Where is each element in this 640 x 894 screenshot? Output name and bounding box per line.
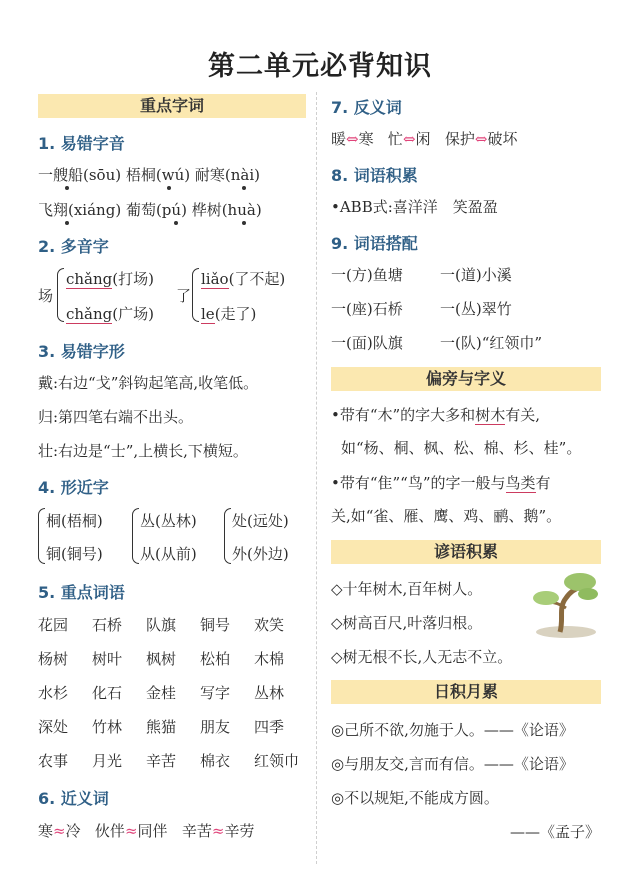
similar-char-3b: 外(外边) xyxy=(232,545,289,563)
form-note-3: 壮:右边是“士”,上横长,下横短。 xyxy=(38,442,248,460)
similar-char-1b: 铜(铜号) xyxy=(46,545,103,563)
polyphone-char-le: 了 xyxy=(176,287,192,305)
brace-icon xyxy=(57,268,64,322)
heading-word-accumulation: 8. 词语积累 xyxy=(331,166,418,185)
emphasis-dot xyxy=(242,186,246,190)
collocation-1b: 一(道)小溪 xyxy=(440,266,512,284)
word-xiang: 飞翔(xiáng) xyxy=(38,201,122,219)
collocation-3a: 一(面)队旗 xyxy=(331,334,403,352)
grid-word: 辛苦 xyxy=(146,752,177,770)
grid-word: 深处 xyxy=(38,718,69,736)
word-nai: 耐寒(nài) xyxy=(194,166,260,184)
pronunciation-row-1 xyxy=(38,164,260,185)
grid-word: 竹林 xyxy=(92,718,123,736)
emphasis-dot xyxy=(242,221,246,225)
similar-char-3a: 处(远处) xyxy=(232,512,289,530)
heading-key-words: 5. 重点词语 xyxy=(38,583,125,602)
radical-note-2-examples: 关,如“雀、雁、鹰、鸡、鹂、鹅”。 xyxy=(331,507,562,525)
word-pu: 葡萄(pú) xyxy=(125,201,187,219)
word-hua: 桦树(huà) xyxy=(191,201,262,219)
grid-word: 朋友 xyxy=(200,718,231,736)
heading-easy-wrong-pronunciation: 1. 易错字音 xyxy=(38,134,125,153)
radical-note-1-examples: 如“杨、桐、枫、松、棉、杉、桂”。 xyxy=(341,439,582,457)
similar-char-2a: 丛(丛林) xyxy=(140,512,197,530)
polyphone-reading-3: liǎo(了不起) xyxy=(201,270,286,288)
grid-word: 石桥 xyxy=(92,616,123,634)
brace-icon xyxy=(38,508,45,564)
grid-word: 欢笑 xyxy=(254,616,285,634)
grid-word: 写字 xyxy=(200,684,231,702)
radical-note-1: •带有“木”的字大多和树木有关, xyxy=(331,406,540,424)
quote-2: ◎与朋友交,言而有信。——《论语》 xyxy=(331,755,574,773)
proverb-3: ◇树无根不长,人无志不立。 xyxy=(331,648,513,666)
grid-word: 木棉 xyxy=(254,650,285,668)
approx-icon: ≈ xyxy=(124,822,138,840)
grid-word: 铜号 xyxy=(200,616,231,634)
heading-antonyms: 7. 反义词 xyxy=(331,98,402,117)
proverb-1: ◇十年树木,百年树人。 xyxy=(331,580,483,598)
grid-word: 化石 xyxy=(92,684,123,702)
emphasis-dot xyxy=(65,186,69,190)
polyphone-reading-1: chǎng(打场) xyxy=(66,270,154,288)
double-arrow-icon: ⇔ xyxy=(402,130,416,148)
grid-word: 红领巾 xyxy=(254,752,300,770)
grid-word: 枫树 xyxy=(146,650,177,668)
grid-word: 熊猫 xyxy=(146,718,177,736)
antonym-pairs: 暖⇔寒 忙⇔闲 保护⇔破坏 xyxy=(331,130,518,148)
word-sou: 一艘船(sōu) xyxy=(38,166,122,184)
quote-3-source: ——《孟子》 xyxy=(510,823,601,841)
collocation-1a: 一(方)鱼塘 xyxy=(331,266,403,284)
brace-icon xyxy=(132,508,139,564)
page-title: 第二单元必背知识 xyxy=(208,51,432,82)
section-banner-daily-accumulation: 日积月累 xyxy=(331,680,601,704)
emphasis-dot xyxy=(174,221,178,225)
heading-collocations: 9. 词语搭配 xyxy=(331,234,418,253)
grid-word: 松柏 xyxy=(200,650,231,668)
grid-word: 金桂 xyxy=(146,684,177,702)
emphasis-dot xyxy=(65,221,69,225)
pronunciation-row-2 xyxy=(38,199,262,220)
word-wu: 梧桐(wú) xyxy=(125,166,191,184)
double-arrow-icon: ⇔ xyxy=(346,130,359,148)
column-divider xyxy=(316,92,318,864)
tree-icon xyxy=(530,568,602,640)
proverb-2: ◇树高百尺,叶落归根。 xyxy=(331,614,483,632)
heading-easy-wrong-form: 3. 易错字形 xyxy=(38,342,125,361)
polyphone-reading-2: chǎng(广场) xyxy=(66,305,154,323)
grid-word: 棉衣 xyxy=(200,752,231,770)
section-banner-radical-meaning: 偏旁与字义 xyxy=(331,367,601,391)
grid-word: 水杉 xyxy=(38,684,69,702)
section-banner-key-words: 重点字词 xyxy=(38,94,306,118)
heading-polyphone: 2. 多音字 xyxy=(38,237,109,256)
collocation-3b: 一(队)“红领巾” xyxy=(440,334,543,352)
radical-note-2: •带有“隹”“鸟”的字一般与鸟类有 xyxy=(331,474,551,492)
grid-word: 花园 xyxy=(38,616,69,634)
quote-1: ◎己所不欲,勿施于人。——《论语》 xyxy=(331,721,574,739)
brace-icon xyxy=(224,508,231,564)
grid-word: 月光 xyxy=(92,752,123,770)
similar-char-1a: 桐(梧桐) xyxy=(46,512,103,530)
approx-icon: ≈ xyxy=(53,822,66,840)
polyphone-char-chang: 场 xyxy=(38,287,54,305)
approx-icon: ≈ xyxy=(211,822,225,840)
abb-words: •ABB式:喜洋洋 笑盈盈 xyxy=(331,198,498,216)
heading-similar-chars: 4. 形近字 xyxy=(38,478,109,497)
grid-word: 农事 xyxy=(38,752,69,770)
emphasis-dot xyxy=(167,186,171,190)
grid-word: 丛林 xyxy=(254,684,285,702)
similar-char-2b: 从(从前) xyxy=(140,545,197,563)
heading-synonyms: 6. 近义词 xyxy=(38,789,109,808)
polyphone-reading-4: le(走了) xyxy=(201,305,257,323)
collocation-2a: 一(座)石桥 xyxy=(331,300,403,318)
brace-icon xyxy=(192,268,199,322)
quote-3: ◎不以规矩,不能成方圆。 xyxy=(331,789,499,807)
grid-word: 杨树 xyxy=(38,650,69,668)
collocation-2b: 一(丛)翠竹 xyxy=(440,300,512,318)
form-note-1: 戴:右边“戈”斜钩起笔高,收笔低。 xyxy=(38,374,259,392)
form-note-2: 归:第四笔右端不出头。 xyxy=(38,408,194,426)
synonym-pairs: 寒≈冷 伙伴≈同伴 辛苦≈辛劳 xyxy=(38,822,255,840)
grid-word: 四季 xyxy=(254,718,285,736)
section-banner-proverbs: 谚语积累 xyxy=(331,540,601,564)
grid-word: 树叶 xyxy=(92,650,123,668)
key-words-grid xyxy=(38,614,308,774)
double-arrow-icon: ⇔ xyxy=(474,130,488,148)
grid-word: 队旗 xyxy=(146,616,177,634)
